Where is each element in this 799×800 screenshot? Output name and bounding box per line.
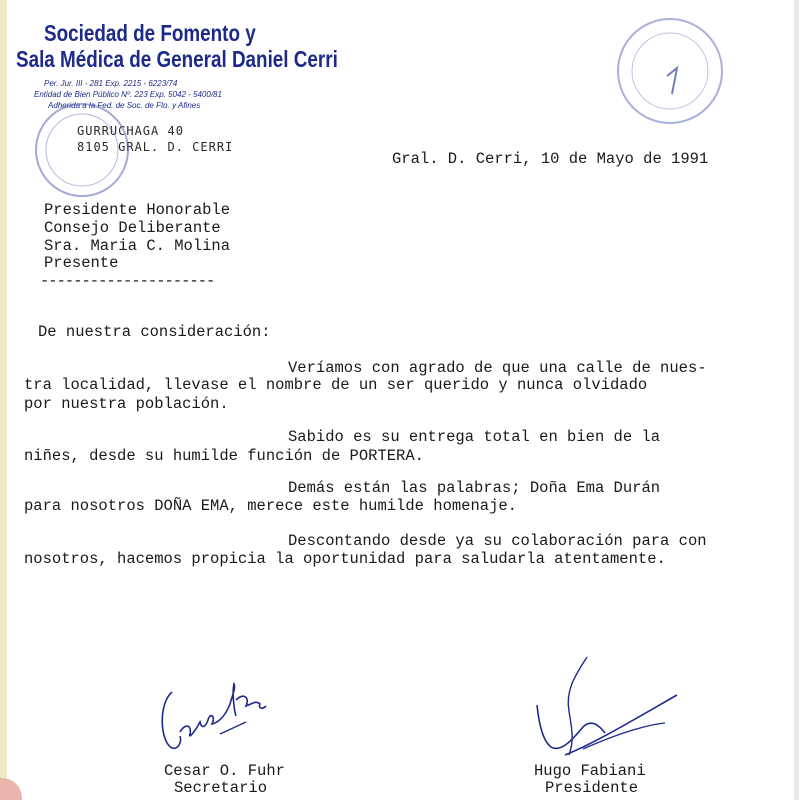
recipient-line4: Presente xyxy=(44,254,119,272)
body-p1-line2: tra localidad, llevase el nombre de un ser querido y nunca olvidado xyxy=(24,376,648,394)
org-registration-line3: Adherida a la Fed. de Soc. de Fto. y Afines xyxy=(48,101,201,110)
body-p3-line2: para nosotros DOÑA EMA, merece este humilde homenaje. xyxy=(24,497,517,515)
address-city: 8105 GRAL. D. CERRI xyxy=(77,140,234,154)
body-p4-line2: nosotros, hacemos propicia la oportunidad para saludarla atentamente. xyxy=(24,550,666,568)
paper-corner-mark xyxy=(0,778,22,800)
letter-date: Gral. D. Cerri, 10 de Mayo de 1991 xyxy=(392,150,709,168)
recipient-line1: Presidente Honorable xyxy=(44,201,231,219)
signatory-left-name: Cesar O. Fuhr xyxy=(164,762,285,780)
salutation: De nuestra consideración: xyxy=(38,323,271,341)
org-registration-line1: Per. Jur. III - 281 Exp. 2215 - 6223/74 xyxy=(44,79,178,88)
signature-left-icon xyxy=(150,664,280,764)
address-street: GURRUCHAGA 40 xyxy=(77,124,184,138)
body-p2-line1: Sabido es su entrega total en bien de la xyxy=(288,428,661,446)
paper-edge-right xyxy=(794,0,799,800)
signatory-right-title: Presidente xyxy=(545,779,639,797)
signatory-right-name: Hugo Fabiani xyxy=(534,762,646,780)
org-registration-line2: Entidad de Bien Público Nº. 223 Exp. 5042 - 5400/81 xyxy=(34,90,222,99)
recipient-underline: --------------------- xyxy=(40,272,215,290)
body-p2-line2: niñes, desde su humilde función de PORTERA. xyxy=(24,447,424,465)
body-p4-line1: Descontando desde ya su colaboración para con xyxy=(288,532,707,550)
org-name-line2: Sala Médica de General Daniel Cerri xyxy=(16,46,338,72)
signature-right-icon xyxy=(525,655,685,765)
org-name-line1: Sociedad de Fomento y xyxy=(44,20,256,46)
body-p1-line3: por nuestra población. xyxy=(24,395,229,413)
signatory-left-title: Secretario xyxy=(174,779,268,797)
recipient-line2: Consejo Deliberante xyxy=(44,219,221,237)
recipient-line3: Sra. Maria C. Molina xyxy=(44,237,231,255)
round-stamp-right-icon xyxy=(612,16,732,126)
paper-edge-left xyxy=(0,0,7,800)
body-p3-line1: Demás están las palabras; Doña Ema Durán xyxy=(288,479,661,497)
body-p1-line1: Veríamos con agrado de que una calle de nues- xyxy=(288,359,707,377)
